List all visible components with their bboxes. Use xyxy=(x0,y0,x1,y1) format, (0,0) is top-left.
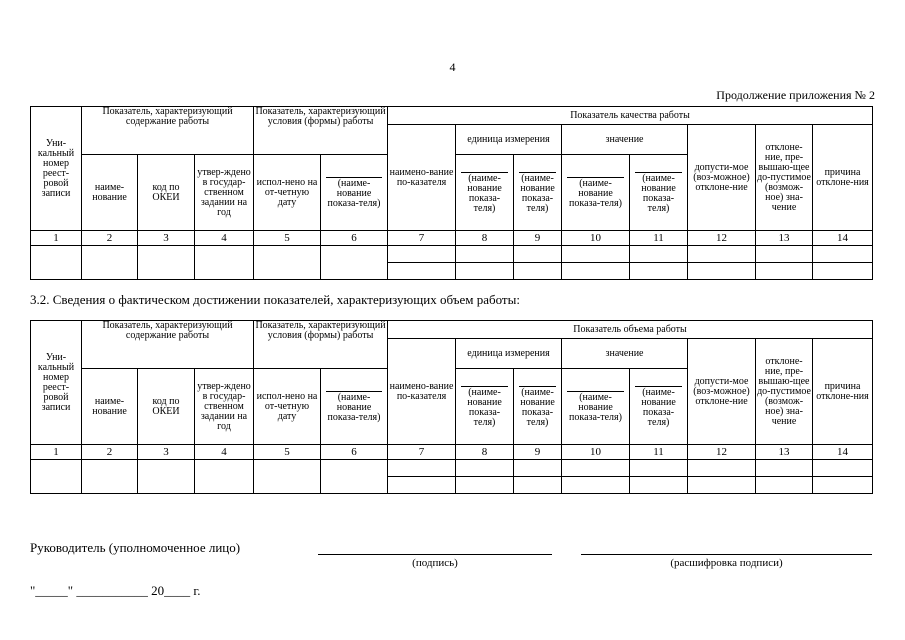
indicator-name-header: наимено-вание по-казателя xyxy=(388,339,456,445)
table-cell[interactable] xyxy=(562,460,630,477)
volume-indicator-table xyxy=(30,320,873,494)
table-cell[interactable] xyxy=(82,246,138,280)
column-number: 2 xyxy=(82,445,138,460)
column-number: 8 xyxy=(456,231,514,246)
table-cell[interactable] xyxy=(562,263,630,280)
signature-line[interactable] xyxy=(318,554,552,555)
column-number: 12 xyxy=(688,231,756,246)
unit-name-header: наиме-нование xyxy=(82,155,138,231)
quality-indicator-table xyxy=(30,106,873,280)
page-number: 4 xyxy=(449,60,456,74)
indicator-name-subheader: (наиме-нование показа-теля) xyxy=(514,155,562,231)
indicator-name-subheader: (наиме-нование показа-теля) xyxy=(456,155,514,231)
column-number: 6 xyxy=(321,231,388,246)
column-number: 14 xyxy=(813,231,873,246)
column-number: 8 xyxy=(456,445,514,460)
column-number: 14 xyxy=(813,445,873,460)
column-number: 10 xyxy=(562,231,630,246)
table-cell[interactable] xyxy=(630,246,688,263)
table-cell[interactable] xyxy=(138,246,195,280)
table-cell[interactable] xyxy=(562,246,630,263)
value-header: значение xyxy=(562,339,688,369)
table-cell[interactable] xyxy=(138,460,195,494)
table-cell[interactable] xyxy=(813,460,873,477)
column-number: 12 xyxy=(688,445,756,460)
table-cell[interactable] xyxy=(321,460,388,494)
date-line: "_____" ___________ 20____ г. xyxy=(30,583,201,598)
table-cell[interactable] xyxy=(456,460,514,477)
table-row xyxy=(31,460,873,477)
indicator-name-subheader: (наиме-нование показа-теля) xyxy=(321,155,388,231)
value-header: значение xyxy=(562,125,688,155)
table-cell[interactable] xyxy=(630,263,688,280)
column-number: 1 xyxy=(31,231,82,246)
column-number: 1 xyxy=(31,445,82,460)
column-number: 13 xyxy=(756,231,813,246)
deviation-reason-header: причина отклоне-ния xyxy=(813,125,873,231)
signature-label: Руководитель (уполномоченное лицо) xyxy=(30,540,241,555)
section-title: 3.2. Сведения о фактическом достижении показателей, характеризующих объем работы: xyxy=(30,292,520,307)
executed-value-header: испол-нено на от-четную дату xyxy=(254,155,321,231)
column-number: 7 xyxy=(388,445,456,460)
table-cell[interactable] xyxy=(254,460,321,494)
table-cell[interactable] xyxy=(456,246,514,263)
table-cell[interactable] xyxy=(630,460,688,477)
table-cell[interactable] xyxy=(514,246,562,263)
indicator-name-subheader: (наиме-нование показа-теля) xyxy=(456,369,514,445)
table-cell[interactable] xyxy=(756,460,813,477)
indicator-name-subheader: (наиме-нование показа-теля) xyxy=(514,369,562,445)
table-cell[interactable] xyxy=(456,477,514,494)
table-cell[interactable] xyxy=(388,263,456,280)
okei-code-header: код по ОКЕИ xyxy=(138,369,195,445)
table-cell[interactable] xyxy=(195,246,254,280)
continuation-note: Продолжение приложения № 2 xyxy=(716,88,875,102)
unique-number-header: Уни-кальный номер реест-ровой записи xyxy=(31,321,82,445)
column-number: 5 xyxy=(254,231,321,246)
allowed-deviation-header: допусти-мое (воз-можное) отклоне-ние xyxy=(688,339,756,445)
table-cell[interactable] xyxy=(195,460,254,494)
column-number: 4 xyxy=(195,231,254,246)
indicator-name-subheader: (наиме-нование показа-теля) xyxy=(630,369,688,445)
column-number: 7 xyxy=(388,231,456,246)
group-header: Показатель качества работы xyxy=(388,107,873,125)
indicator-name-subheader: (наиме-нование показа-теля) xyxy=(562,369,630,445)
table-row xyxy=(31,246,873,263)
column-number: 11 xyxy=(630,231,688,246)
column-numbers-row xyxy=(31,445,873,460)
table-cell[interactable] xyxy=(514,477,562,494)
indicator-name-subheader: (наиме-нование показа-теля) xyxy=(321,369,388,445)
deviation-reason-header: причина отклоне-ния xyxy=(813,339,873,445)
table-cell[interactable] xyxy=(31,460,82,494)
signature-decode-line[interactable] xyxy=(581,554,872,555)
indicator-name-subheader: (наиме-нование показа-теля) xyxy=(562,155,630,231)
table-cell[interactable] xyxy=(388,460,456,477)
column-number: 3 xyxy=(138,445,195,460)
table-cell[interactable] xyxy=(688,477,756,494)
table-cell[interactable] xyxy=(688,246,756,263)
column-number: 9 xyxy=(514,445,562,460)
unit-header: единица измерения xyxy=(456,125,562,155)
unique-number-header: Уни-кальный номер реест-ровой записи xyxy=(31,107,82,231)
table-cell[interactable] xyxy=(813,263,873,280)
indicator-name-header: наимено-вание по-казателя xyxy=(388,125,456,231)
conditions-indicator-header: Показатель, характеризующий условия (формы) работы xyxy=(254,107,388,155)
content-indicator-header: Показатель, характеризующий содержание работы xyxy=(82,321,254,369)
column-number: 10 xyxy=(562,445,630,460)
table-cell[interactable] xyxy=(630,477,688,494)
table-cell[interactable] xyxy=(756,263,813,280)
approved-value-header: утвер-ждено в государ-ственном задании на год xyxy=(195,369,254,445)
approved-value-header: утвер-ждено в государ-ственном задании на год xyxy=(195,155,254,231)
table-cell[interactable] xyxy=(254,246,321,280)
column-number: 11 xyxy=(630,445,688,460)
unit-header: единица измерения xyxy=(456,339,562,369)
table-cell[interactable] xyxy=(388,477,456,494)
signature-caption: (подпись) xyxy=(412,557,458,569)
table-cell[interactable] xyxy=(388,246,456,263)
column-number: 5 xyxy=(254,445,321,460)
exceeding-deviation-header: отклоне-ние, пре-вышаю-щее до-пустимое (возмож-ное) зна-чение xyxy=(756,125,813,231)
table-cell[interactable] xyxy=(756,246,813,263)
column-numbers-row xyxy=(31,231,873,246)
table-cell[interactable] xyxy=(31,246,82,280)
column-number: 3 xyxy=(138,231,195,246)
column-number: 2 xyxy=(82,231,138,246)
table-cell[interactable] xyxy=(321,246,388,280)
group-header: Показатель объема работы xyxy=(388,321,873,339)
column-number: 6 xyxy=(321,445,388,460)
table-cell[interactable] xyxy=(688,460,756,477)
table-cell[interactable] xyxy=(514,263,562,280)
signature-decode-caption: (расшифровка подписи) xyxy=(670,557,783,569)
column-number: 4 xyxy=(195,445,254,460)
content-indicator-header: Показатель, характеризующий содержание работы xyxy=(82,107,254,155)
table-cell[interactable] xyxy=(756,477,813,494)
table-cell[interactable] xyxy=(562,477,630,494)
table-cell[interactable] xyxy=(813,246,873,263)
column-number: 13 xyxy=(756,445,813,460)
table-cell[interactable] xyxy=(82,460,138,494)
allowed-deviation-header: допусти-мое (воз-можное) отклоне-ние xyxy=(688,125,756,231)
table-cell[interactable] xyxy=(514,460,562,477)
executed-value-header: испол-нено на от-четную дату xyxy=(254,369,321,445)
column-number: 9 xyxy=(514,231,562,246)
table-cell[interactable] xyxy=(456,263,514,280)
okei-code-header: код по ОКЕИ xyxy=(138,155,195,231)
table-cell[interactable] xyxy=(688,263,756,280)
unit-name-header: наиме-нование xyxy=(82,369,138,445)
conditions-indicator-header: Показатель, характеризующий условия (формы) работы xyxy=(254,321,388,369)
exceeding-deviation-header: отклоне-ние, пре-вышаю-щее до-пустимое (возмож-ное) зна-чение xyxy=(756,339,813,445)
table-cell[interactable] xyxy=(813,477,873,494)
indicator-name-subheader: (наиме-нование показа-теля) xyxy=(630,155,688,231)
